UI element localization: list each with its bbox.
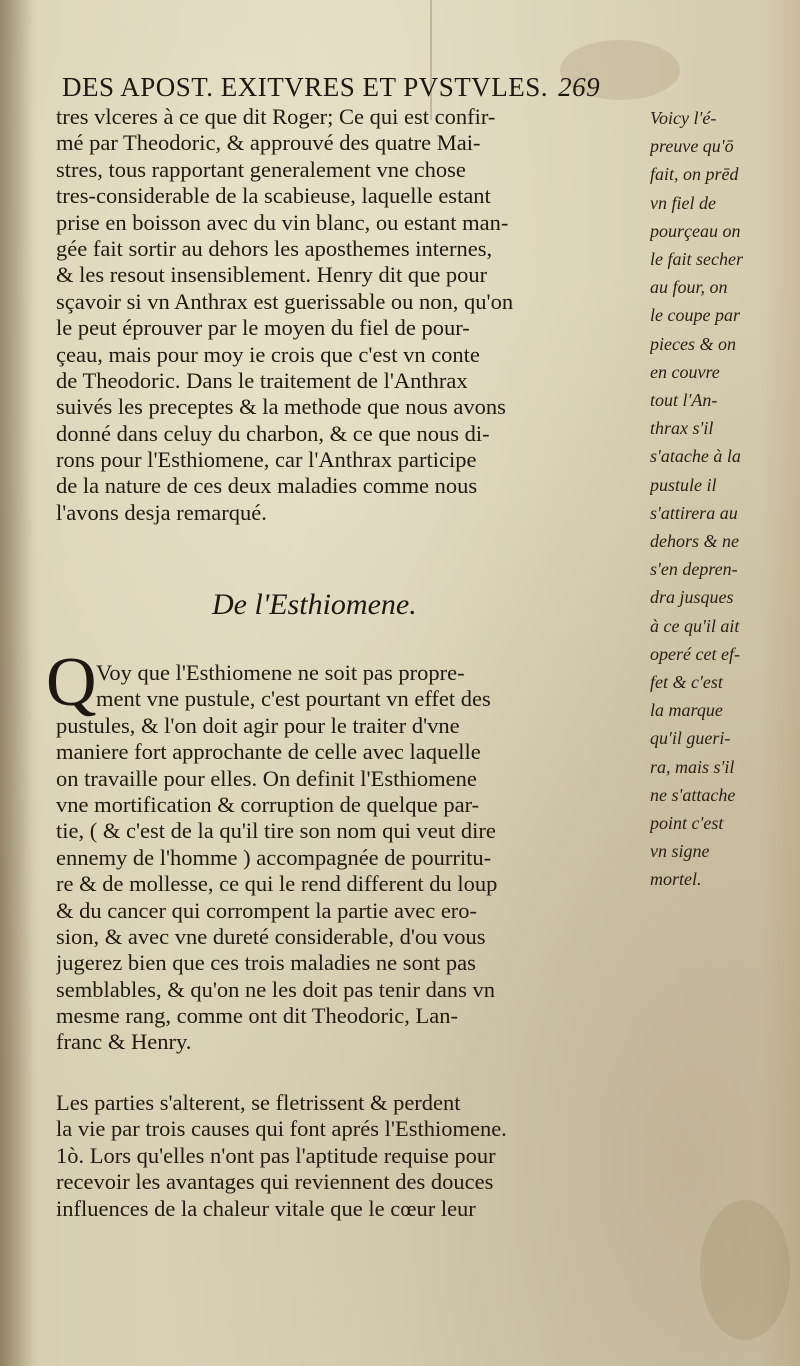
margin-note-line: la marque [650, 700, 723, 721]
text-line: & du cancer qui corrompent la partie avec ero- [56, 897, 478, 923]
text-line: recevoir les avantages qui reviennent des douces [56, 1169, 494, 1195]
text-line: influences de la chaleur vitale que le cœur leur [56, 1195, 476, 1221]
margin-note [650, 104, 800, 894]
margin-note-line: point c'est [650, 813, 724, 834]
margin-note-line: qu'il gueri- [650, 728, 731, 749]
text-line: l'avons desja remarqué. [56, 499, 267, 525]
margin-note-line: s'attirera au [650, 502, 738, 523]
margin-note-line: Voicy l'é- [650, 108, 717, 128]
margin-note-line: vn fiel de [650, 192, 716, 213]
text-line: mesme rang, comme ont dit Theodoric, Lan- [56, 1003, 458, 1029]
margin-note-line: mortel. [650, 869, 702, 890]
drop-cap: Q [46, 644, 97, 721]
margin-note-line: tout l'An- [650, 390, 718, 411]
margin-note-line: à ce qu'il ait [650, 615, 740, 636]
margin-note-line: preuve qu'ō [650, 136, 734, 157]
margin-note-line: au four, on [650, 277, 728, 298]
text-line: la vie par trois causes qui font aprés l'Esthiomene. [56, 1116, 507, 1142]
text-line: 1ò. Lors qu'elles n'ont pas l'aptitude requise pour [56, 1142, 496, 1168]
paragraph-causes [56, 1090, 646, 1222]
margin-note-line: le coupe par [650, 305, 740, 326]
paragraph-esthiomene [56, 660, 646, 1056]
text-line: pustules, & l'on doit agir pour le traiter d'vne [56, 712, 460, 738]
paragraph-anthrax [56, 104, 646, 526]
paper-stain [700, 1200, 790, 1340]
margin-note-line: vn signe [650, 841, 710, 862]
text-line: on travaille pour elles. On definit l'Esthiomene [56, 765, 477, 791]
text-line: de la nature de ces deux maladies comme nous [56, 473, 478, 499]
text-line: ennemy de l'homme ) accompagnée de pourritu- [56, 844, 492, 870]
margin-note-line: thrax s'il [650, 418, 714, 439]
margin-note-line: pieces & on [650, 333, 736, 354]
text-line: Les parties s'alterent, se fletrissent & perdent [56, 1090, 461, 1115]
text-line: suivés les preceptes & la methode que nous avons [56, 394, 506, 420]
text-line: prise en boisson avec du vin blanc, ou estant man- [56, 209, 509, 235]
margin-note-line: pourçeau on [650, 220, 741, 241]
margin-note-line: fait, on prēd [650, 164, 739, 185]
text-line: stres, tous rapportant generalement vne chose [56, 156, 466, 182]
text-line: ment vne pustule, c'est pourtant vn effet des [96, 686, 491, 712]
text-line: mé par Theodoric, & approuvé des quatre Mai- [56, 130, 481, 156]
text-line: tres-considerable de la scabieuse, laquelle estant [56, 183, 491, 209]
text-line: franc & Henry. [56, 1029, 192, 1055]
running-head [62, 72, 662, 103]
text-line: çeau, mais pour moy ie crois que c'est vn conte [56, 341, 480, 367]
margin-note-line: pustule il [650, 474, 717, 495]
page-number: 269 [558, 72, 601, 102]
margin-note-line: s'en depren- [650, 559, 738, 580]
text-line: re & de mollesse, ce qui le rend different du loup [56, 871, 498, 897]
text-line: jugerez bien que ces trois maladies ne sont pas [56, 950, 476, 976]
margin-note-line: operé cet ef- [650, 643, 740, 664]
text-line: Voy que l'Esthiomene ne soit pas propre- [96, 660, 465, 685]
margin-note-line: s'atache à la [650, 446, 741, 467]
margin-note-line: dra jusques [650, 587, 734, 608]
section-heading: De l'Esthiomene. [212, 588, 417, 621]
binding-shadow [0, 0, 34, 1366]
text-line: sion, & avec vne dureté considerable, d'ou vous [56, 923, 486, 949]
text-line: maniere fort approchante de celle avec laquelle [56, 739, 481, 765]
text-line: tie, ( & c'est de la qu'il tire son nom qui veut dire [56, 818, 496, 844]
text-line: sçavoir si vn Anthrax est guerissable ou non, qu'on [56, 288, 514, 314]
text-line: & les resout insensiblement. Henry dit que pour [56, 262, 488, 288]
text-line: semblables, & qu'on ne les doit pas tenir dans vn [56, 976, 495, 1002]
margin-note-line: ne s'attache [650, 784, 736, 805]
margin-note-line: dehors & ne [650, 531, 739, 552]
margin-note-line: en couvre [650, 361, 720, 382]
text-line: le peut éprouver par le moyen du fiel de pour- [56, 315, 470, 341]
text-line: tres vlceres à ce que dit Roger; Ce qui est confir- [56, 104, 496, 129]
margin-note-line: fet & c'est [650, 672, 723, 693]
margin-note-line: ra, mais s'il [650, 756, 735, 777]
text-line: de Theodoric. Dans le traitement de l'Anthrax [56, 367, 468, 393]
running-head-title: DES APOST. EXITVRES ET PVSTVLES. [62, 72, 549, 102]
margin-note-line: le fait secher [650, 249, 743, 270]
text-line: vne mortification & corruption de quelque par- [56, 791, 480, 817]
text-line: donné dans celuy du charbon, & ce que nous di- [56, 420, 490, 446]
text-line: rons pour l'Esthiomene, car l'Anthrax participe [56, 447, 477, 473]
text-line: gée fait sortir au dehors les aposthemes internes, [56, 235, 493, 261]
